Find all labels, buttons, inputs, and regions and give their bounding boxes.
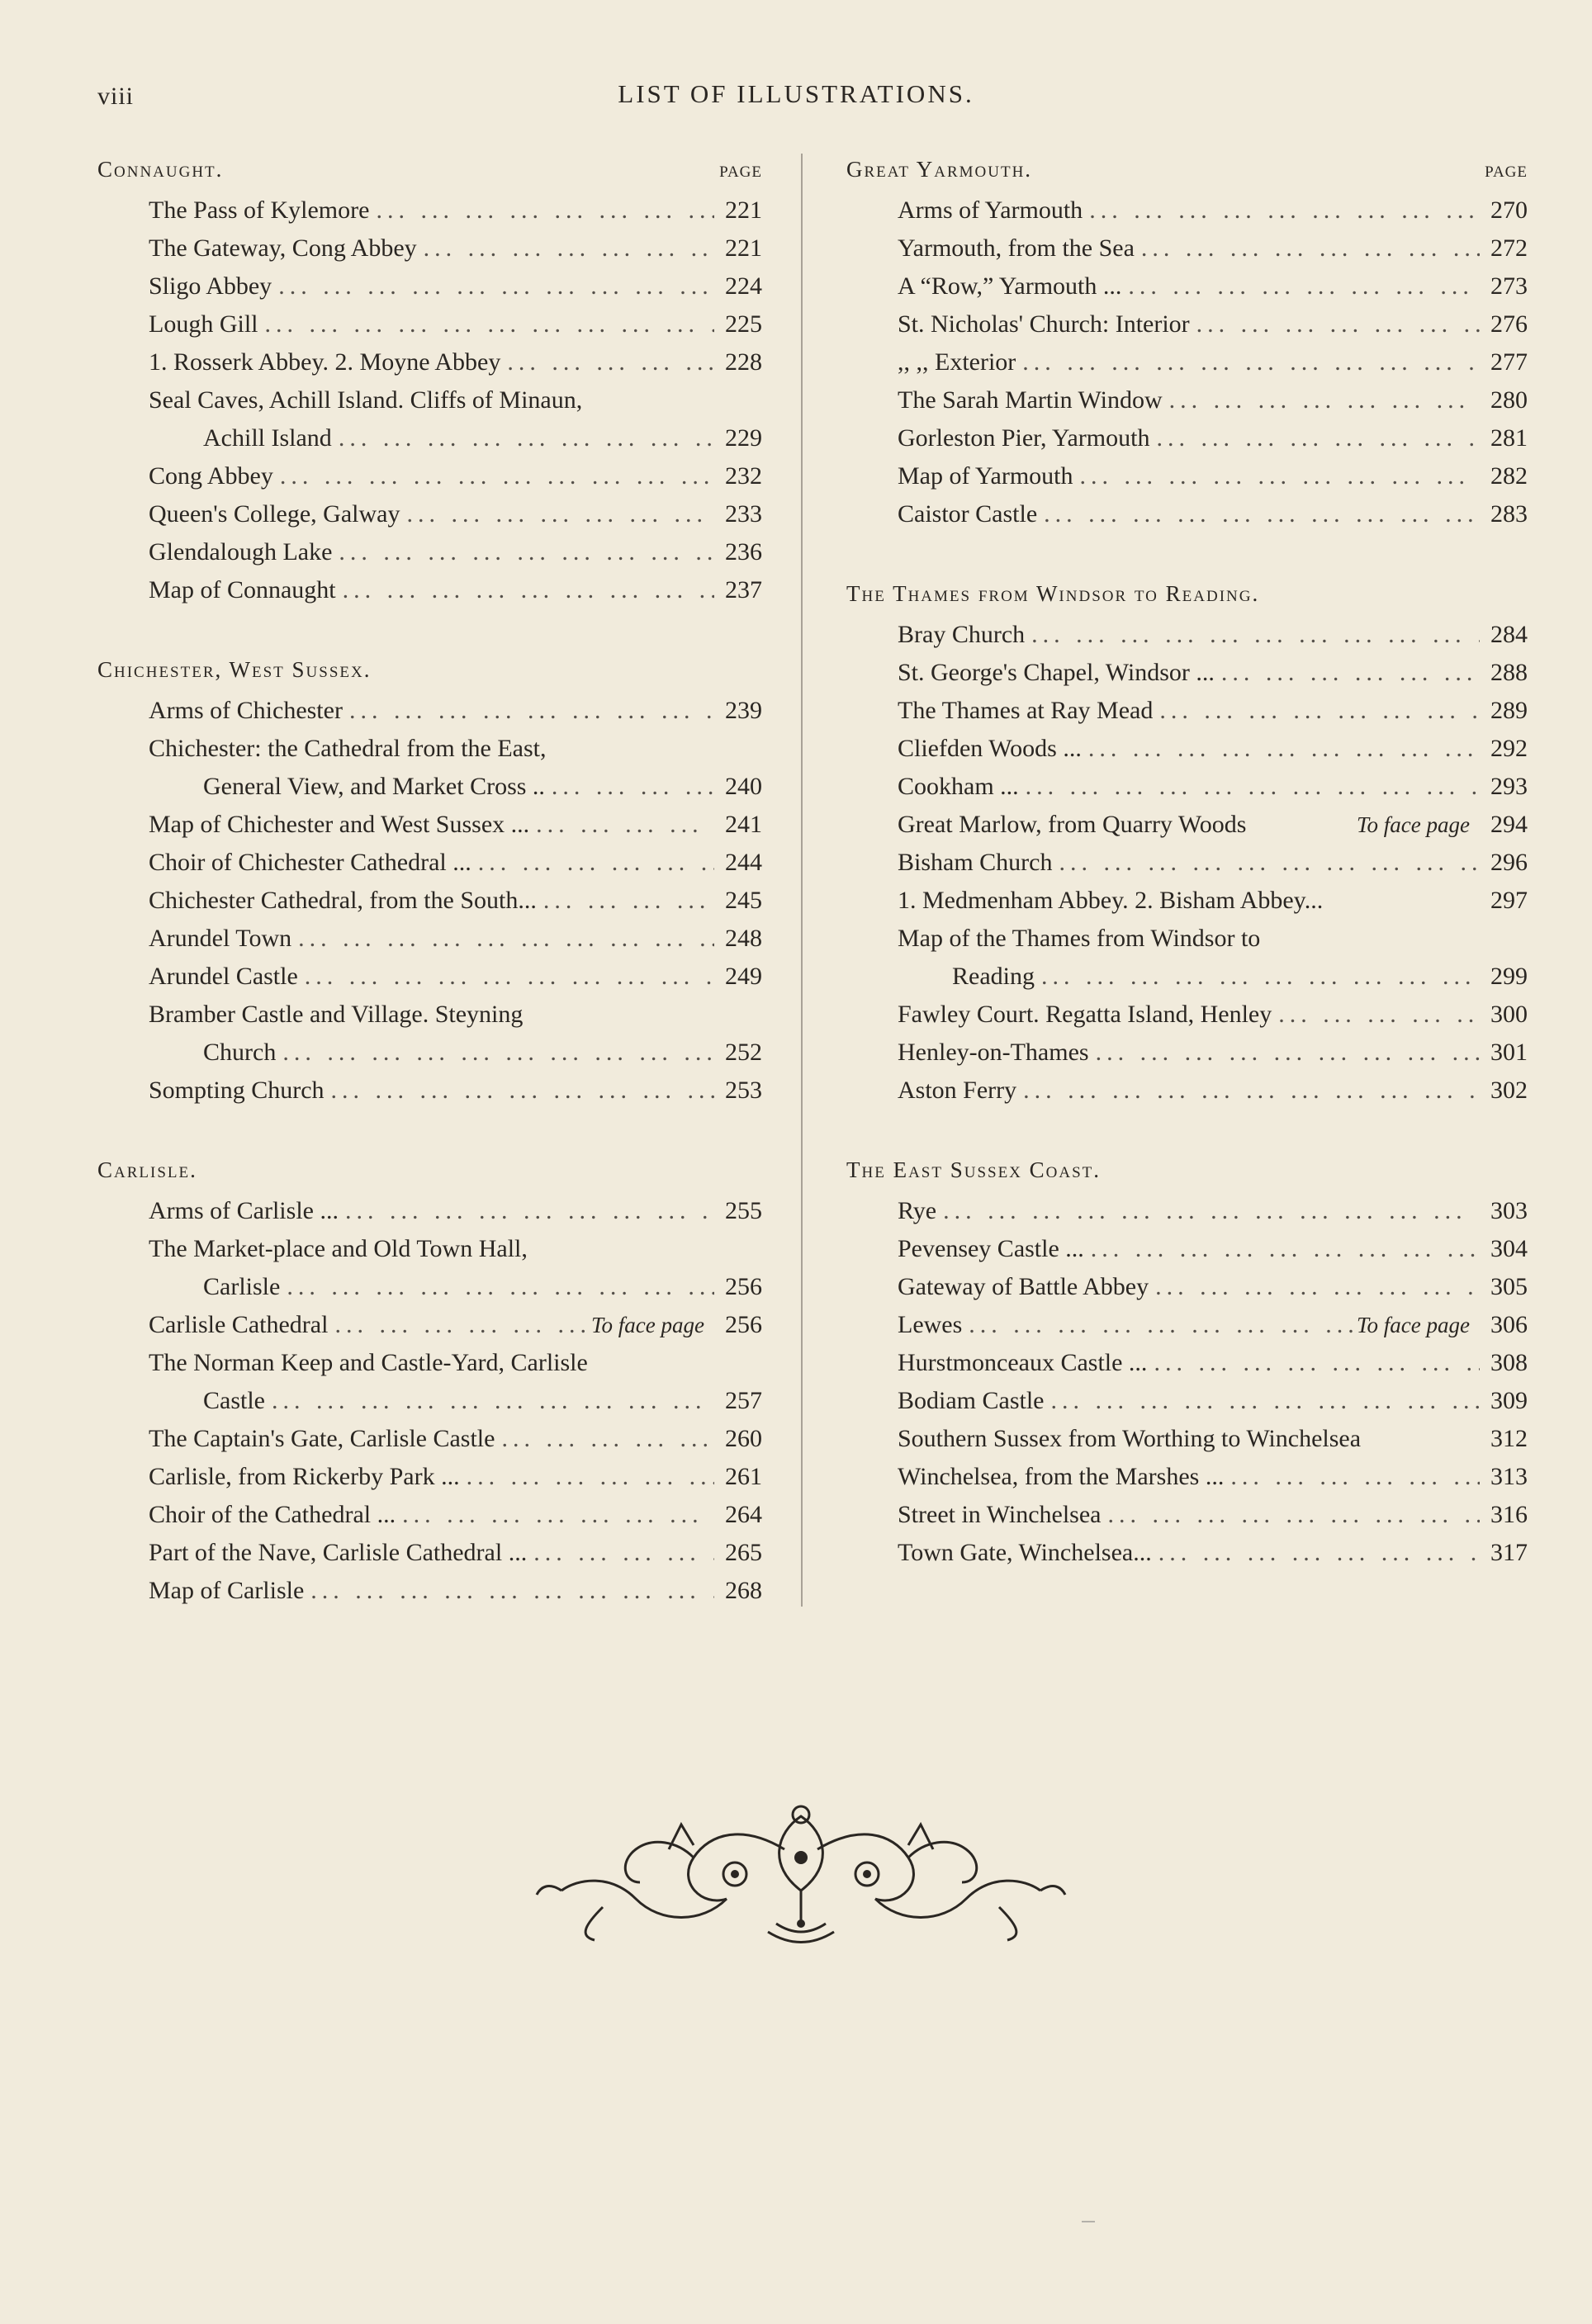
illustration-entry bbox=[846, 1496, 1528, 1534]
page-number: 264 bbox=[725, 1501, 762, 1528]
leader-dots bbox=[471, 844, 714, 882]
page-number: 276 bbox=[1490, 310, 1528, 338]
illustration-entry bbox=[97, 230, 762, 267]
section-header bbox=[846, 157, 1528, 192]
to-face-page-note: To face page bbox=[591, 1313, 704, 1337]
illustration-entry bbox=[97, 1458, 762, 1496]
entry-title: Church bbox=[203, 1039, 277, 1066]
illustration-entry bbox=[846, 882, 1528, 920]
leader-dots bbox=[265, 1382, 714, 1420]
entry-title: The Thames at Ray Mead bbox=[898, 697, 1154, 724]
leader-dots bbox=[1082, 730, 1480, 768]
illustration-entry bbox=[846, 495, 1528, 533]
illustration-entry bbox=[97, 844, 762, 882]
entry-title: The Sarah Martin Window bbox=[898, 386, 1163, 414]
illustration-entry bbox=[846, 1306, 1528, 1344]
entry-title: The Captain's Gate, Carlisle Castle bbox=[149, 1425, 495, 1452]
page-number: 239 bbox=[725, 697, 762, 724]
leader-dots bbox=[500, 343, 714, 381]
section bbox=[846, 1157, 1528, 1572]
page-number: 232 bbox=[725, 462, 762, 490]
leader-dots bbox=[1044, 1382, 1480, 1420]
entry-title: Seal Caves, Achill Island. Cliffs of Minaun, bbox=[149, 386, 583, 414]
page-number: 309 bbox=[1490, 1387, 1528, 1414]
illustration-entry bbox=[846, 192, 1528, 230]
page-number: 284 bbox=[1490, 621, 1528, 648]
illustration-entry bbox=[97, 1306, 762, 1344]
illustration-entry bbox=[846, 958, 1528, 996]
illustration-entry bbox=[97, 882, 762, 920]
section-title: The Thames from Windsor to Reading. bbox=[846, 581, 1260, 606]
page-number: 248 bbox=[725, 925, 762, 952]
section bbox=[846, 157, 1528, 533]
illustration-entry bbox=[97, 958, 762, 996]
illustration-entry bbox=[846, 768, 1528, 806]
page-number: 297 bbox=[1490, 887, 1528, 914]
leader-dots bbox=[545, 768, 714, 806]
leader-dots bbox=[396, 1496, 714, 1534]
page-number: 306 bbox=[1490, 1311, 1528, 1338]
entry-title: Reading bbox=[952, 963, 1035, 990]
illustration-entry bbox=[846, 1534, 1528, 1572]
leader-dots bbox=[527, 1534, 714, 1572]
illustration-entry bbox=[97, 419, 762, 457]
entry-title: Cliefden Woods ... bbox=[898, 735, 1082, 762]
illustration-entry bbox=[97, 920, 762, 958]
stray-mark bbox=[1082, 2221, 1095, 2222]
leader-dots bbox=[258, 305, 715, 343]
illustration-entry bbox=[97, 730, 762, 768]
illustration-entry bbox=[97, 267, 762, 305]
entry-title: Gorleston Pier, Yarmouth bbox=[898, 424, 1150, 452]
entry-title: Map of Yarmouth bbox=[898, 462, 1073, 490]
entry-title: Part of the Nave, Carlisle Cathedral ... bbox=[149, 1539, 528, 1566]
illustration-entry bbox=[97, 1382, 762, 1420]
entry-title: Fawley Court. Regatta Island, Henley bbox=[898, 1001, 1272, 1028]
leader-dots bbox=[1149, 419, 1480, 457]
entry-title: Bisham Church bbox=[898, 849, 1053, 876]
illustration-entry bbox=[97, 192, 762, 230]
page-number: 317 bbox=[1490, 1539, 1528, 1566]
section bbox=[97, 657, 762, 1110]
illustration-entry bbox=[846, 1034, 1528, 1072]
entry-title: Arms of Chichester bbox=[149, 697, 343, 724]
entry-title: Arms of Carlisle ... bbox=[149, 1197, 339, 1224]
illustration-entry bbox=[97, 1344, 762, 1382]
page-number: 256 bbox=[725, 1311, 762, 1338]
illustration-entry bbox=[846, 1420, 1528, 1458]
illustration-entry bbox=[97, 996, 762, 1034]
leader-dots bbox=[280, 1268, 714, 1306]
leader-dots bbox=[339, 1192, 714, 1230]
leader-dots bbox=[537, 882, 714, 920]
floral-griffin-tailpiece-icon bbox=[528, 1800, 1073, 1948]
section-header bbox=[97, 1157, 762, 1192]
entry-title: Rye bbox=[898, 1197, 937, 1224]
illustration-entry bbox=[97, 768, 762, 806]
page-number: 261 bbox=[725, 1463, 762, 1490]
leader-dots bbox=[1121, 267, 1480, 305]
illustration-entry bbox=[97, 457, 762, 495]
page-number: 255 bbox=[725, 1197, 762, 1224]
entry-title: General View, and Market Cross .. bbox=[203, 773, 545, 800]
entry-title: Aston Ferry bbox=[898, 1077, 1017, 1104]
page-column-label: PAGE bbox=[719, 163, 762, 181]
illustration-entry bbox=[846, 381, 1528, 419]
page-number: 288 bbox=[1490, 659, 1528, 686]
entry-title: Caistor Castle bbox=[898, 500, 1038, 528]
leader-dots bbox=[936, 1192, 1480, 1230]
entry-title: Sompting Church bbox=[149, 1077, 325, 1104]
page-number: 244 bbox=[725, 849, 762, 876]
entry-title: Bodiam Castle bbox=[898, 1387, 1045, 1414]
page-number: 299 bbox=[1490, 963, 1528, 990]
page-number: 241 bbox=[725, 811, 762, 838]
entry-title: 1. Rosserk Abbey. 2. Moyne Abbey bbox=[149, 348, 501, 376]
leader-dots bbox=[1073, 457, 1480, 495]
entry-title: 1. Medmenham Abbey. 2. Bisham Abbey... bbox=[898, 887, 1324, 914]
entry-title: Cong Abbey bbox=[149, 462, 273, 490]
leader-dots bbox=[332, 419, 714, 457]
entry-title: The Market-place and Old Town Hall, bbox=[149, 1235, 528, 1262]
leader-dots bbox=[332, 533, 714, 571]
leader-dots bbox=[298, 958, 714, 996]
leader-dots bbox=[1215, 654, 1480, 692]
entry-title: Southern Sussex from Worthing to Winchelsea bbox=[898, 1425, 1362, 1452]
illustration-entry bbox=[97, 1420, 762, 1458]
leader-dots bbox=[369, 192, 714, 230]
leader-dots bbox=[1016, 1072, 1480, 1110]
entry-title: Hurstmonceaux Castle ... bbox=[898, 1349, 1148, 1376]
leader-dots bbox=[1035, 958, 1480, 996]
section bbox=[97, 157, 762, 609]
page-folio: viii bbox=[97, 83, 135, 110]
page-number: 305 bbox=[1490, 1273, 1528, 1300]
leader-dots bbox=[1089, 1034, 1480, 1072]
right-column bbox=[846, 157, 1528, 1620]
illustration-entry bbox=[97, 1572, 762, 1610]
leader-dots bbox=[1152, 1534, 1480, 1572]
page-number: 273 bbox=[1490, 272, 1528, 300]
section-header bbox=[97, 157, 762, 192]
illustration-entry bbox=[846, 1192, 1528, 1230]
page-number: 228 bbox=[725, 348, 762, 376]
leader-dots bbox=[1053, 844, 1481, 882]
page-number: 224 bbox=[725, 272, 762, 300]
entry-title: Glendalough Lake bbox=[149, 538, 333, 566]
page-number: 240 bbox=[725, 773, 762, 800]
illustration-entry bbox=[846, 267, 1528, 305]
illustration-entry bbox=[846, 692, 1528, 730]
entry-title: Arundel Town bbox=[149, 925, 292, 952]
entry-title: Map of Connaught bbox=[149, 576, 336, 603]
page-number: 302 bbox=[1490, 1077, 1528, 1104]
page-number: 225 bbox=[725, 310, 762, 338]
leader-dots bbox=[1153, 692, 1480, 730]
leader-dots bbox=[962, 1306, 1357, 1344]
page-number: 233 bbox=[725, 500, 762, 528]
illustration-entry bbox=[846, 419, 1528, 457]
to-face-page-note: To face page bbox=[1357, 812, 1470, 837]
entry-title: St. Nicholas' Church: Interior bbox=[898, 310, 1190, 338]
illustration-entry bbox=[846, 996, 1528, 1034]
page-number: 236 bbox=[725, 538, 762, 566]
leader-dots bbox=[400, 495, 714, 533]
leader-dots bbox=[273, 457, 714, 495]
page-number: 293 bbox=[1490, 773, 1528, 800]
illustration-entry bbox=[846, 730, 1528, 768]
section-header bbox=[846, 581, 1528, 616]
illustration-entry bbox=[97, 1496, 762, 1534]
page-number: 281 bbox=[1490, 424, 1528, 452]
illustration-entry bbox=[97, 692, 762, 730]
left-column bbox=[97, 157, 762, 1658]
page-number: 229 bbox=[725, 424, 762, 452]
illustration-entry bbox=[97, 343, 762, 381]
illustration-entry bbox=[846, 1344, 1528, 1382]
entry-title: Chichester Cathedral, from the South... bbox=[149, 887, 537, 914]
leader-dots bbox=[304, 1572, 714, 1610]
entry-title: Sligo Abbey bbox=[149, 272, 272, 300]
entry-title: Pevensey Castle ... bbox=[898, 1235, 1084, 1262]
page-number: 237 bbox=[725, 576, 762, 603]
section-header bbox=[846, 1157, 1528, 1192]
entry-title: Winchelsea, from the Marshes ... bbox=[898, 1463, 1225, 1490]
entry-title: Carlisle Cathedral bbox=[149, 1311, 329, 1338]
leader-dots bbox=[529, 806, 714, 844]
entry-title: Arundel Castle bbox=[149, 963, 298, 990]
illustration-entry bbox=[846, 343, 1528, 381]
illustration-entry bbox=[97, 1192, 762, 1230]
illustration-entry bbox=[846, 1072, 1528, 1110]
page-number: 270 bbox=[1490, 196, 1528, 224]
page-number: 245 bbox=[725, 887, 762, 914]
section-title: Chichester, West Sussex. bbox=[97, 657, 372, 682]
illustration-entry bbox=[97, 1534, 762, 1572]
illustration-entry bbox=[846, 230, 1528, 267]
illustration-entry bbox=[97, 1268, 762, 1306]
illustration-entry bbox=[97, 381, 762, 419]
page-number: 283 bbox=[1490, 500, 1528, 528]
page-number: 268 bbox=[725, 1577, 762, 1604]
illustration-entry bbox=[846, 457, 1528, 495]
leader-dots bbox=[1084, 1230, 1480, 1268]
illustration-entry bbox=[97, 571, 762, 609]
page-number: 257 bbox=[725, 1387, 762, 1414]
page-number: 265 bbox=[725, 1539, 762, 1566]
page-number: 304 bbox=[1490, 1235, 1528, 1262]
page-number: 296 bbox=[1490, 849, 1528, 876]
entry-title: Choir of Chichester Cathedral ... bbox=[149, 849, 471, 876]
leader-dots bbox=[1190, 305, 1480, 343]
illustration-entry bbox=[97, 806, 762, 844]
illustration-entry bbox=[97, 533, 762, 571]
page-number: 316 bbox=[1490, 1501, 1528, 1528]
leader-dots bbox=[1037, 495, 1480, 533]
entry-title: Arms of Yarmouth bbox=[898, 196, 1083, 224]
page-number: 221 bbox=[725, 234, 762, 262]
page-number: 292 bbox=[1490, 735, 1528, 762]
entry-title: The Pass of Kylemore bbox=[149, 196, 370, 224]
illustration-entry bbox=[846, 920, 1528, 958]
page-number: 313 bbox=[1490, 1463, 1528, 1490]
entry-title: Queen's College, Galway bbox=[149, 500, 400, 528]
page-number: 282 bbox=[1490, 462, 1528, 490]
entry-title: Carlisle, from Rickerby Park ... bbox=[149, 1463, 460, 1490]
entry-title: A “Row,” Yarmouth ... bbox=[898, 272, 1122, 300]
illustration-entry bbox=[846, 1230, 1528, 1268]
section-title: The East Sussex Coast. bbox=[846, 1157, 1102, 1182]
section-title: Connaught. bbox=[97, 157, 224, 182]
illustration-entry bbox=[97, 495, 762, 533]
section-title: Great Yarmouth. bbox=[846, 157, 1033, 182]
page-number: 312 bbox=[1490, 1425, 1528, 1452]
section-title: Carlisle. bbox=[97, 1157, 197, 1182]
illustration-entry bbox=[97, 1034, 762, 1072]
leader-dots bbox=[417, 230, 714, 267]
leader-dots bbox=[291, 920, 714, 958]
to-face-page-note: To face page bbox=[1357, 1313, 1470, 1337]
leader-dots bbox=[328, 1306, 591, 1344]
running-head-title: LIST OF ILLUSTRATIONS. bbox=[618, 79, 974, 108]
page-number: 252 bbox=[725, 1039, 762, 1066]
leader-dots bbox=[1135, 230, 1480, 267]
entry-title: The Gateway, Cong Abbey bbox=[149, 234, 417, 262]
illustration-entry bbox=[97, 1230, 762, 1268]
page-number: 272 bbox=[1490, 234, 1528, 262]
page-column-label: PAGE bbox=[1485, 163, 1528, 181]
leader-dots bbox=[1102, 1496, 1481, 1534]
leader-dots bbox=[495, 1420, 714, 1458]
entry-title: Map of the Thames from Windsor to bbox=[898, 925, 1261, 952]
entry-title: Yarmouth, from the Sea bbox=[898, 234, 1135, 262]
leader-dots bbox=[1016, 343, 1480, 381]
page-number: 294 bbox=[1490, 811, 1528, 838]
illustration-entry bbox=[97, 305, 762, 343]
page-number: 300 bbox=[1490, 1001, 1528, 1028]
entry-title: Carlisle bbox=[203, 1273, 281, 1300]
page-number: 289 bbox=[1490, 697, 1528, 724]
illustration-entry bbox=[846, 1268, 1528, 1306]
entry-title: The Norman Keep and Castle-Yard, Carlisle bbox=[149, 1349, 588, 1376]
leader-dots bbox=[1163, 381, 1480, 419]
entry-title: Gateway of Battle Abbey bbox=[898, 1273, 1149, 1300]
entry-title: Town Gate, Winchelsea... bbox=[898, 1539, 1152, 1566]
section bbox=[97, 1157, 762, 1610]
illustration-entry bbox=[846, 806, 1528, 844]
entry-title: Lewes bbox=[898, 1311, 963, 1338]
leader-dots bbox=[1147, 1344, 1480, 1382]
leader-dots bbox=[343, 692, 714, 730]
entry-title: Choir of the Cathedral ... bbox=[149, 1501, 396, 1528]
leader-dots bbox=[1272, 996, 1480, 1034]
entry-title: Map of Chichester and West Sussex ... bbox=[149, 811, 530, 838]
entry-title: Bramber Castle and Village. Steyning bbox=[149, 1001, 524, 1028]
illustration-entry bbox=[846, 616, 1528, 654]
illustration-entry bbox=[846, 1458, 1528, 1496]
leader-dots bbox=[1083, 192, 1480, 230]
leader-dots bbox=[1025, 616, 1480, 654]
page-number: 260 bbox=[725, 1425, 762, 1452]
page-number: 256 bbox=[725, 1273, 762, 1300]
column-divider bbox=[801, 154, 803, 1607]
page-number: 308 bbox=[1490, 1349, 1528, 1376]
leader-dots bbox=[1019, 768, 1480, 806]
entry-title: Map of Carlisle bbox=[149, 1577, 305, 1604]
leader-dots bbox=[1149, 1268, 1480, 1306]
section bbox=[846, 581, 1528, 1110]
page-number: 303 bbox=[1490, 1197, 1528, 1224]
entry-title: Achill Island bbox=[203, 424, 332, 452]
entry-title: Great Marlow, from Quarry Woods bbox=[898, 811, 1247, 838]
leader-dots bbox=[460, 1458, 714, 1496]
entry-title: Bray Church bbox=[898, 621, 1026, 648]
illustration-entry bbox=[97, 1072, 762, 1110]
page-number: 280 bbox=[1490, 386, 1528, 414]
page-number: 277 bbox=[1490, 348, 1528, 376]
section-header bbox=[97, 657, 762, 692]
entry-title: St. George's Chapel, Windsor ... bbox=[898, 659, 1215, 686]
entry-title: Lough Gill bbox=[149, 310, 258, 338]
illustration-entry bbox=[846, 844, 1528, 882]
page-number: 221 bbox=[725, 196, 762, 224]
entry-title: ,, ,, Exterior bbox=[898, 348, 1016, 376]
entry-title: Street in Winchelsea bbox=[898, 1501, 1102, 1528]
leader-dots bbox=[272, 267, 714, 305]
illustration-entry bbox=[846, 654, 1528, 692]
page-number: 253 bbox=[725, 1077, 762, 1104]
illustration-entry bbox=[846, 1382, 1528, 1420]
leader-dots bbox=[336, 571, 714, 609]
entry-title: Castle bbox=[203, 1387, 265, 1414]
entry-title: Henley-on-Thames bbox=[898, 1039, 1089, 1066]
leader-dots bbox=[1224, 1458, 1480, 1496]
page-number: 249 bbox=[725, 963, 762, 990]
illustration-entry bbox=[846, 305, 1528, 343]
leader-dots bbox=[276, 1034, 714, 1072]
page-number: 301 bbox=[1490, 1039, 1528, 1066]
entry-title: Chichester: the Cathedral from the East, bbox=[149, 735, 547, 762]
entry-title: Cookham ... bbox=[898, 773, 1019, 800]
leader-dots bbox=[325, 1072, 714, 1110]
